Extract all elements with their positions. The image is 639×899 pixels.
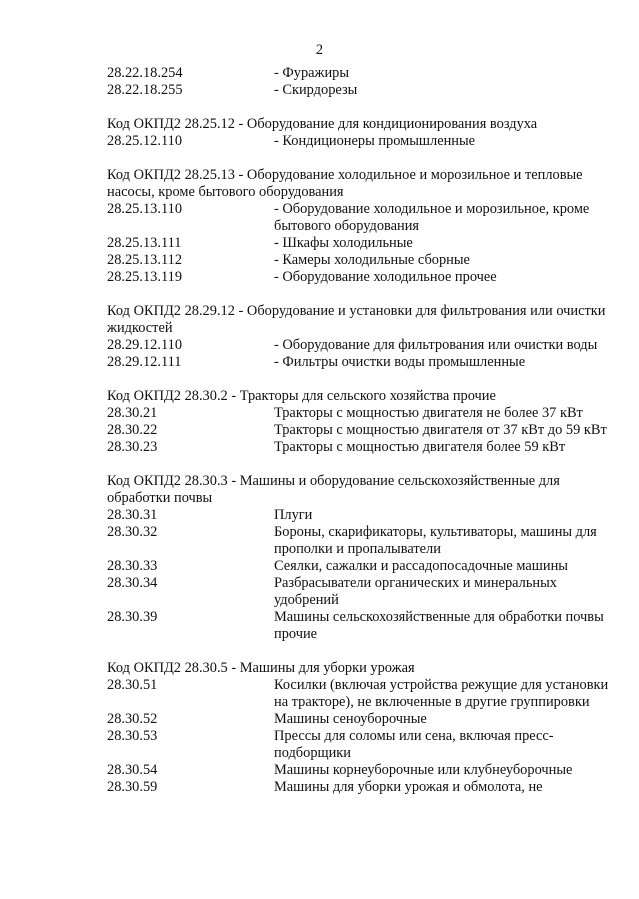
okpd-code: 28.22.18.255 [107, 82, 183, 98]
code-row [107, 82, 622, 99]
page-number: 2 [315, 42, 324, 58]
okpd-code: 28.29.12.111 [107, 354, 182, 370]
okpd-group [107, 167, 622, 286]
okpd-code: 28.25.13.119 [107, 269, 183, 285]
okpd-group [107, 660, 622, 796]
item-description: Тракторы с мощностью двигателя от 37 кВт до 59 кВт [274, 422, 607, 438]
group-header: Код ОКПД2 28.25.12 - Оборудование для кондиционирования воздуха [107, 116, 538, 132]
code-row [107, 422, 622, 439]
code-row [107, 269, 622, 286]
code-row [107, 507, 622, 524]
item-description: Бороны, скарификаторы, культиваторы, машины для прополки и пропалыватели [274, 524, 597, 557]
code-row [107, 337, 622, 354]
okpd-code: 28.30.59 [107, 779, 158, 795]
okpd-groups [107, 116, 622, 796]
item-description: - Скирдорезы [274, 82, 358, 98]
item-description: - Камеры холодильные сборные [274, 252, 470, 268]
code-row [107, 575, 622, 609]
item-description: - Шкафы холодильные [274, 235, 413, 251]
okpd-code: 28.30.53 [107, 728, 158, 744]
item-description: Сеялки, сажалки и рассадопосадочные машины [274, 558, 568, 574]
okpd-code: 28.25.13.111 [107, 235, 182, 251]
code-row [107, 252, 622, 269]
code-row [107, 354, 622, 371]
group-header: Код ОКПД2 28.29.12 - Оборудование и установки для фильтрования или очистки жидкостей [107, 303, 606, 336]
item-description: Прессы для соломы или сена, включая пресс-подборщики [274, 728, 554, 761]
group-header: Код ОКПД2 28.30.5 - Машины для уборки урожая [107, 660, 415, 676]
code-row [107, 762, 622, 779]
code-row [107, 728, 622, 762]
code-row [107, 779, 622, 796]
item-description: - Фильтры очистки воды промышленные [274, 354, 526, 370]
code-row [107, 439, 622, 456]
item-description: - Оборудование холодильное прочее [274, 269, 497, 285]
okpd-group [107, 116, 622, 150]
item-description: Плуги [274, 507, 313, 523]
item-description: Машины для уборки урожая и обмолота, не [274, 779, 543, 795]
code-row [107, 524, 622, 558]
item-description: Тракторы с мощностью двигателя более 59 кВт [274, 439, 566, 455]
okpd-code: 28.30.21 [107, 405, 158, 421]
okpd-code: 28.30.22 [107, 422, 158, 438]
okpd-code: 28.30.31 [107, 507, 158, 523]
code-row [107, 235, 622, 252]
okpd-group [107, 303, 622, 371]
item-description: - Фуражиры [274, 65, 350, 81]
okpd-code: 28.30.54 [107, 762, 158, 778]
code-row [107, 609, 622, 643]
item-description: Косилки (включая устройства режущие для установки на тракторе), не включенные в другие группировки [274, 677, 609, 710]
item-description: Разбрасыватели органических и минеральных удобрений [274, 575, 557, 608]
okpd-code: 28.30.23 [107, 439, 158, 455]
group-header: Код ОКПД2 28.30.3 - Машины и оборудование сельскохозяйственные для обработки почвы [107, 473, 560, 506]
code-row [107, 677, 622, 711]
okpd-group [107, 388, 622, 456]
item-description: Машины сеноуборочные [274, 711, 427, 727]
code-row [107, 558, 622, 575]
okpd-code: 28.25.12.110 [107, 133, 183, 149]
intro-list [107, 65, 622, 99]
item-description: Тракторы с мощностью двигателя не более 37 кВт [274, 405, 583, 421]
okpd-code: 28.29.12.110 [107, 337, 183, 353]
group-header: Код ОКПД2 28.25.13 - Оборудование холодильное и морозильное и тепловые насосы, кроме бытового оборудования [107, 167, 583, 200]
okpd-group [107, 473, 622, 643]
okpd-code: 28.25.13.110 [107, 201, 183, 217]
code-row [107, 201, 622, 235]
item-description: - Оборудование для фильтрования или очистки воды [274, 337, 598, 353]
group-header: Код ОКПД2 28.30.2 - Тракторы для сельского хозяйства прочие [107, 388, 496, 404]
item-description: - Оборудование холодильное и морозильное, кроме бытового оборудования [274, 201, 590, 234]
okpd-code: 28.30.39 [107, 609, 158, 625]
code-row [107, 65, 622, 82]
code-row [107, 405, 622, 422]
okpd-code: 28.22.18.254 [107, 65, 183, 81]
code-row [107, 133, 622, 150]
okpd-code: 28.30.33 [107, 558, 158, 574]
okpd-code: 28.25.13.112 [107, 252, 183, 268]
okpd-code: 28.30.51 [107, 677, 158, 693]
code-row [107, 711, 622, 728]
okpd-code: 28.30.52 [107, 711, 158, 727]
item-description: Машины корнеуборочные или клубнеуборочные [274, 762, 573, 778]
item-description: - Кондиционеры промышленные [274, 133, 476, 149]
document-body [107, 65, 622, 813]
okpd-code: 28.30.34 [107, 575, 158, 591]
item-description: Машины сельскохозяйственные для обработки почвы прочие [274, 609, 604, 642]
okpd-code: 28.30.32 [107, 524, 158, 540]
